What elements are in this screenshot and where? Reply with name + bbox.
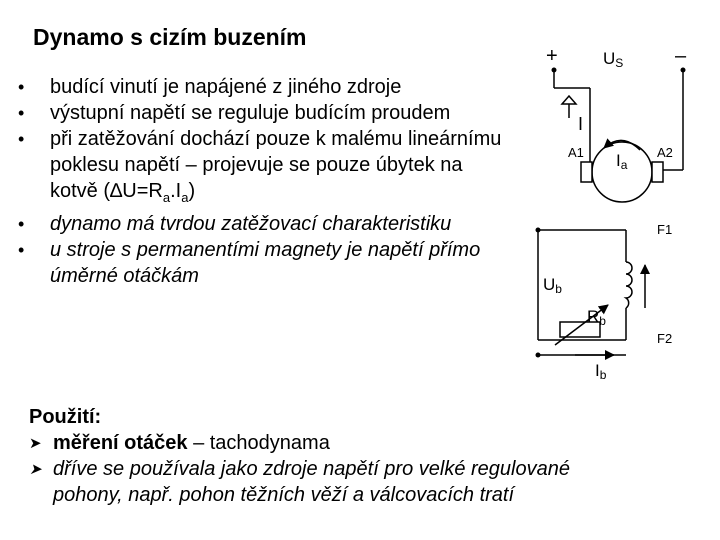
- a1-label: A1: [568, 145, 584, 160]
- f2-label: F2: [657, 331, 673, 346]
- bullet-item: • budící vinutí je napájené z jiného zdroje: [18, 74, 508, 100]
- bullet-item: • výstupní napětí se reguluje budícím proudem: [18, 100, 508, 126]
- circuit-wires: [538, 70, 683, 355]
- f1-label: F1: [657, 222, 673, 237]
- bullet-item: • při zatěžování dochází pouze k malému lineárnímu poklesu napětí – projevuje se pouze úbytek na kotvě $(\Delta U=R_a.I_a)$: [18, 126, 508, 211]
- a2-label: A2: [657, 145, 673, 160]
- brush-a1: [581, 162, 592, 182]
- ia-label: Ia: [616, 151, 628, 172]
- bullet-item: • dynamo má tvrdou zatěžovací charakteristiku: [18, 211, 508, 237]
- slide-title: Dynamo s cizím buzením: [33, 24, 307, 50]
- terminal-plus: [552, 68, 557, 73]
- current-i-label: I: [578, 114, 584, 134]
- minus-label: –: [675, 45, 687, 67]
- bullet-item: • u stroje s permanentími magnety je napětí přímo úměrné otáčkám: [18, 237, 508, 289]
- ub-label: Ub: [543, 275, 562, 296]
- usage-heading: Použití:: [29, 406, 102, 428]
- usage-item-continuation: pohony, např. pohon těžních věží a válcovacích tratí: [53, 484, 515, 506]
- armature-circle: [592, 142, 652, 202]
- ib-label: Ib: [595, 361, 607, 382]
- us-label: US: [603, 49, 624, 70]
- usage-item: ➤ měření otáček – tachodynama: [29, 430, 709, 456]
- usage-item: ➤ dříve se používala jako zdroje napětí pro velké regulované: [29, 456, 709, 482]
- arrowhead-bullet-icon: ➤: [29, 435, 42, 452]
- terminal-field-bottom: [536, 353, 541, 358]
- arrowhead-bullet-icon: ➤: [29, 461, 42, 478]
- field-winding-coil: [626, 262, 632, 308]
- terminal-field-top: [536, 228, 541, 233]
- terminal-minus: [681, 68, 686, 73]
- plus-label: +: [546, 45, 558, 67]
- rb-label: Rb: [587, 307, 606, 328]
- brush-a2: [652, 162, 663, 182]
- current-arrow-i-icon: [562, 96, 576, 104]
